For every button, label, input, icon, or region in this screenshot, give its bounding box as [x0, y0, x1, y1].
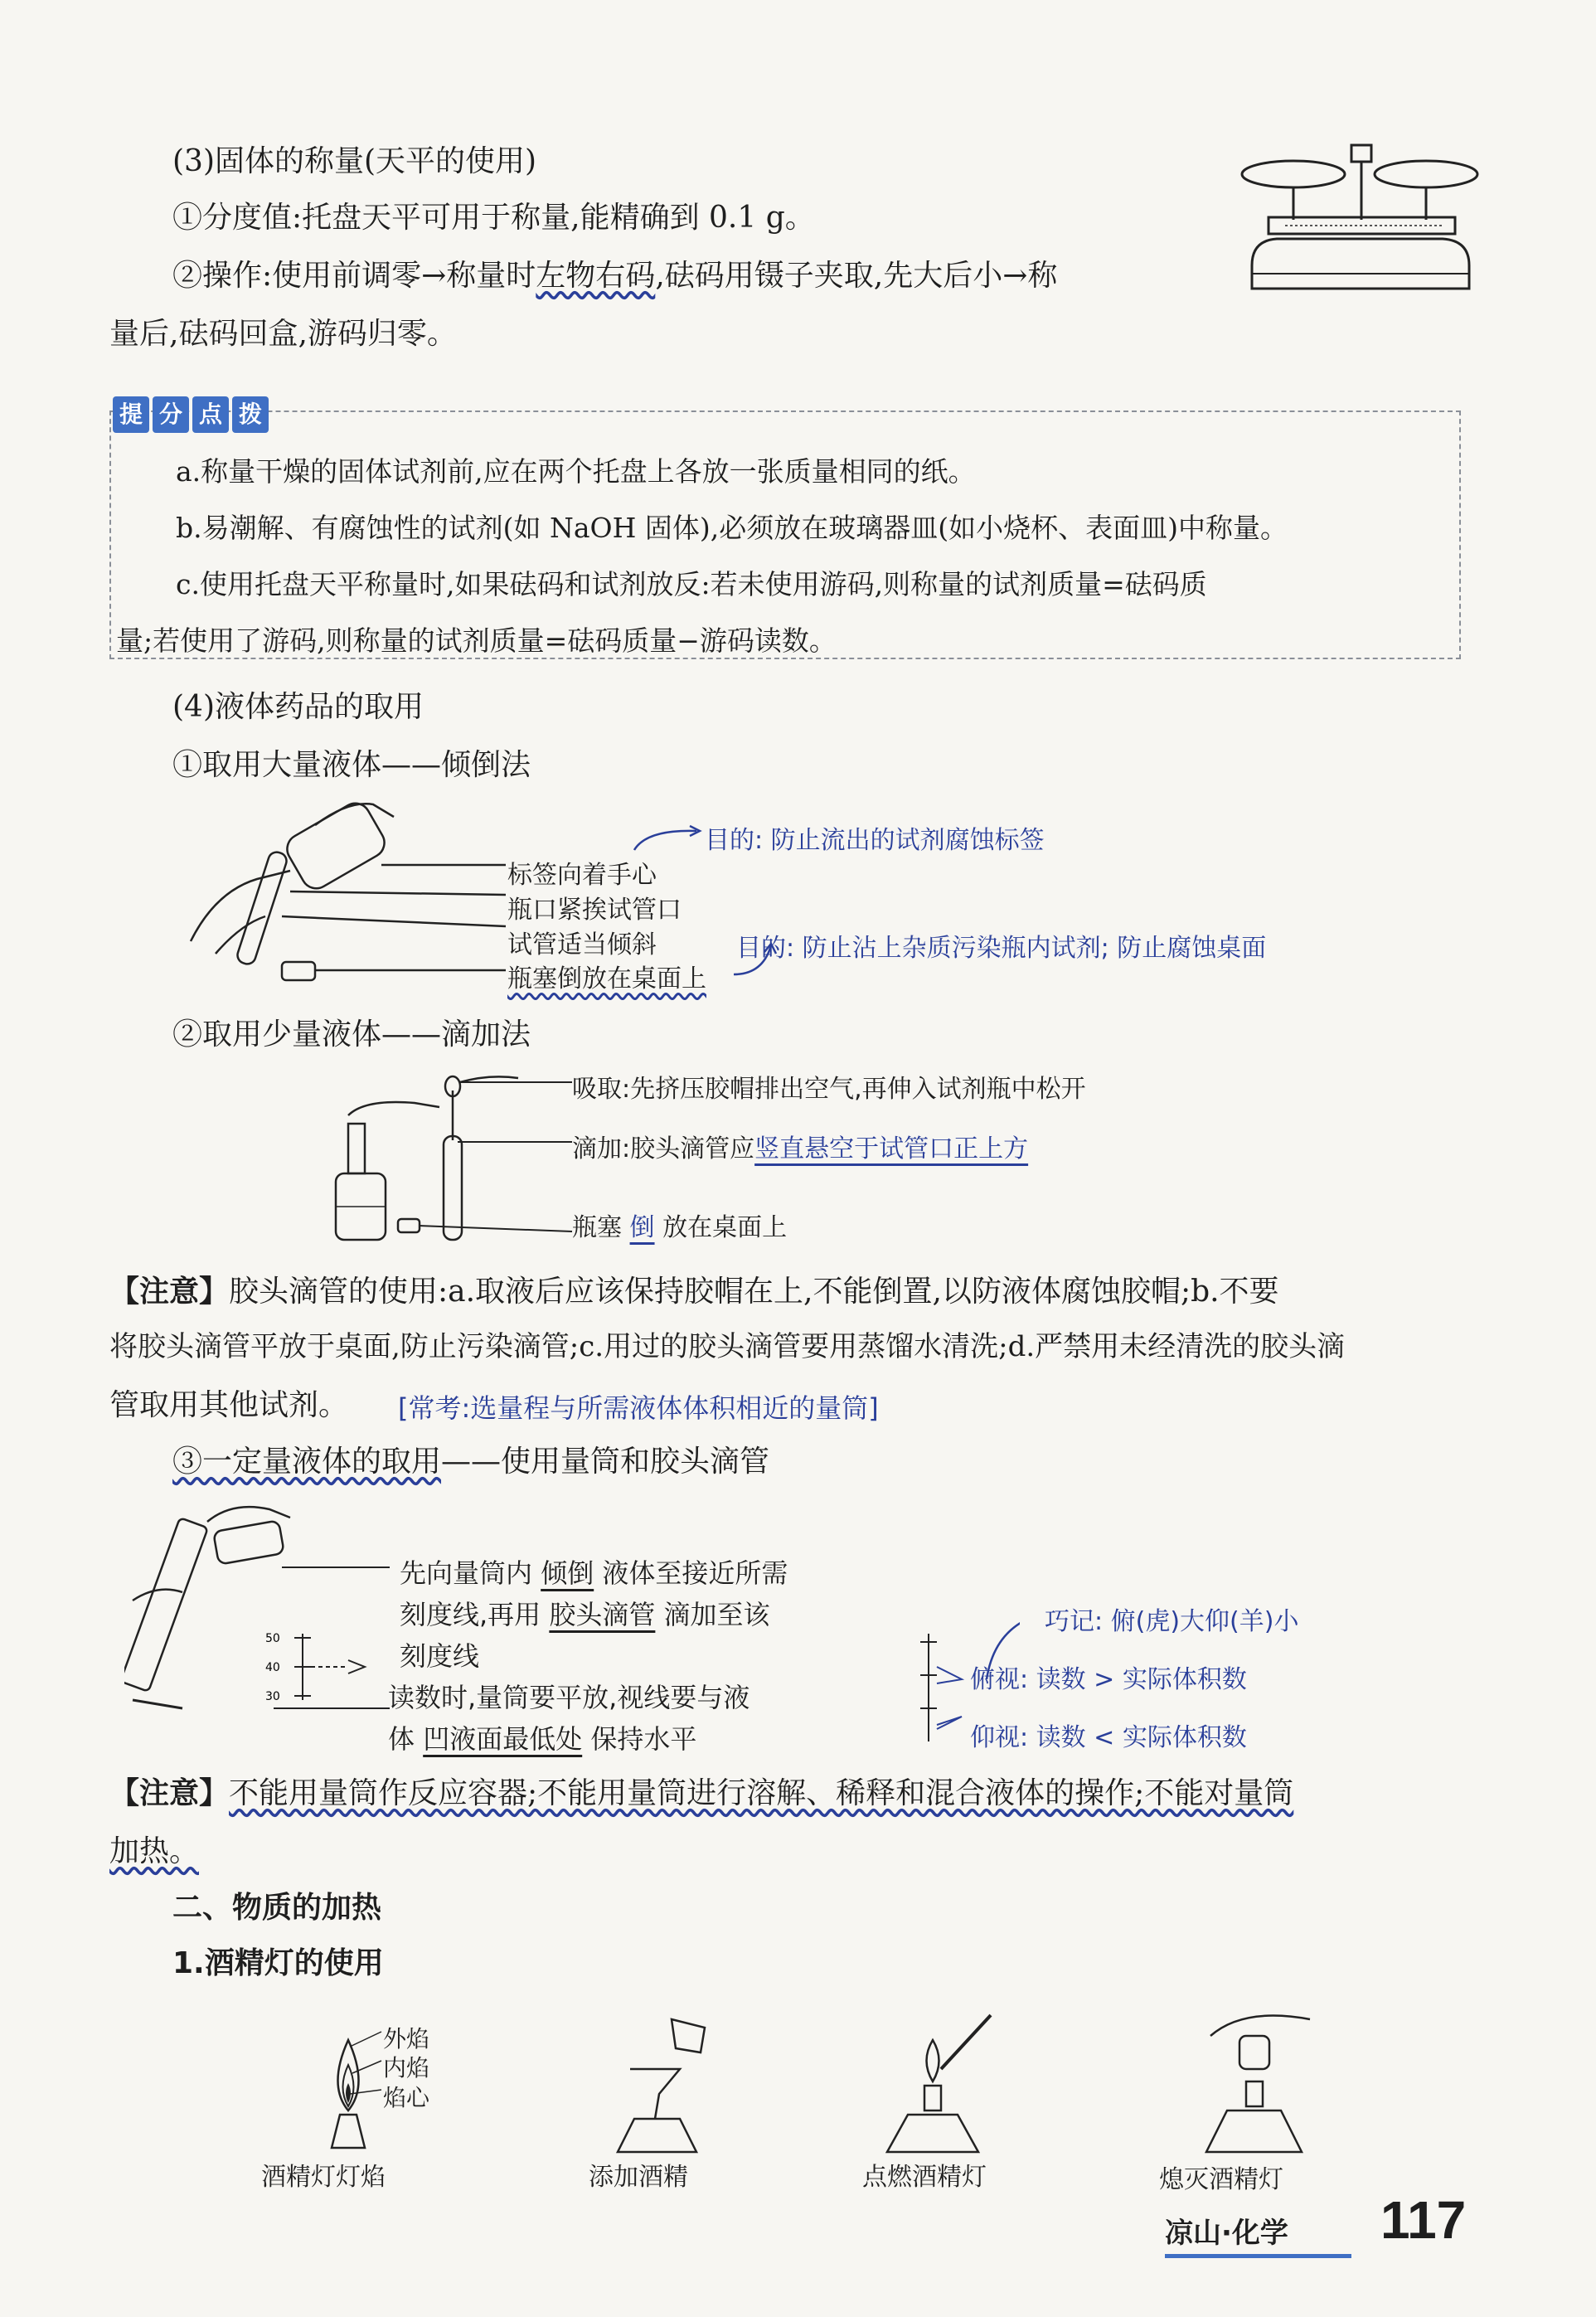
- note-2-tag: 【注意】: [109, 1776, 230, 1810]
- solid-paragraph-3: 量后,砝码回盒,游码归零。: [109, 317, 457, 351]
- overhead-view-note: 俯视: 读数 > 实际体积数: [970, 1665, 1247, 1694]
- tips-badge: 提 分 点 拨: [113, 396, 269, 433]
- note-1-tag: 【注意】: [109, 1275, 230, 1309]
- meniscus-scale: [257, 1625, 373, 1708]
- flame-label-outer: 外焰: [383, 2025, 430, 2052]
- dropper-illustration: [315, 1066, 589, 1256]
- scale-40: 40: [265, 1661, 280, 1674]
- liquid-heading: (4)液体药品的取用: [172, 690, 424, 724]
- pour-label-3: 试管适当倾斜: [507, 930, 657, 959]
- heat-section-title: 二、物质的加热: [172, 1891, 382, 1925]
- solid-heading: (3)固体的称量(天平的使用): [172, 144, 537, 178]
- changkao-note: [常考:选量程与所需液体体积相近的量筒]: [398, 1392, 879, 1424]
- drop-method-title: ②取用少量液体——滴加法: [172, 1018, 531, 1052]
- flame-label-core: 焰心: [383, 2084, 430, 2111]
- solid-paragraph-2: ②操作:使用前调零→称量时左物右码,砝码用镊子夹取,先大后小→称: [172, 259, 1058, 293]
- tip-b: b.易潮解、有腐蚀性的试剂(如 NaOH 固体),必须放在玻璃器皿(如小烧杯、表面皿)中称量。: [176, 512, 1288, 544]
- note-1-line-2: 将胶头滴管平放于桌面,防止污染滴管;c.用过的胶头滴管要用蒸馏水清洗;d.严禁用未经清洗的胶头滴: [109, 1330, 1346, 1363]
- pour-note-2: 目的: 防止沾上杂质污染瓶内试剂; 防止腐蚀桌面: [736, 934, 1267, 963]
- measure-line-1: 先向量筒内 倾倒 液体至接近所需: [400, 1557, 788, 1589]
- solid-paragraph-1: ①分度值:托盘天平可用于称量,能精确到 0.1 g。: [172, 201, 815, 235]
- add-alcohol-illustration: [605, 2011, 730, 2156]
- pour-label-1: 标签向着手心: [507, 861, 657, 890]
- scale-30: 30: [265, 1690, 280, 1703]
- pour-note-1: 目的: 防止流出的试剂腐蚀标签: [705, 826, 1045, 855]
- pour-label-4: 瓶塞倒放在桌面上: [507, 964, 706, 993]
- caption-extinguish-lamp: 熄灭酒精灯: [1159, 2165, 1283, 2194]
- extinguish-lamp-illustration: [1194, 2003, 1327, 2156]
- measure-line-5: 体 凹液面最低处 保持水平: [388, 1723, 697, 1755]
- pour-label-2: 瓶口紧挨试管口: [507, 896, 682, 925]
- left-object-right-weight: 左物右码: [536, 259, 656, 293]
- page-number: 117: [1380, 2190, 1467, 2250]
- tip-c-line-1: c.使用托盘天平称量时,如果砝码和试剂放反:若未使用游码,则称量的试剂质量=砝码质: [176, 568, 1207, 600]
- note-2-line-1: 【注意】不能用量筒作反应容器;不能用量筒进行溶解、稀释和混合液体的操作;不能对量筒: [109, 1776, 1294, 1810]
- tip-c-line-2: 量;若使用了游码,则称量的试剂质量=砝码质量−游码读数。: [116, 624, 837, 657]
- caption-light-lamp: 点燃酒精灯: [862, 2163, 987, 2192]
- pouring-illustration: [166, 800, 514, 991]
- pour-note-1-arrow: [630, 821, 705, 854]
- note-2-line-2: 加热。: [109, 1834, 200, 1868]
- alcohol-lamp-subtitle: 1.酒精灯的使用: [172, 1946, 384, 1980]
- caption-add-alcohol: 添加酒精: [589, 2163, 688, 2192]
- tip-a: a.称量干燥的固体试剂前,应在两个托盘上各放一张质量相同的纸。: [176, 455, 976, 488]
- balance-illustration: [1235, 141, 1484, 307]
- drop-line-1: 吸取:先挤压胶帽排出空气,再伸入试剂瓶中松开: [572, 1075, 1086, 1104]
- measure-line-2: 刻度线,再用 胶头滴管 滴加至该: [400, 1599, 770, 1630]
- measure-line-4: 读数时,量筒要平放,视线要与液: [388, 1682, 750, 1713]
- measure-line-3: 刻度线: [400, 1640, 480, 1672]
- footer-region: 凉山·化学: [1165, 2217, 1288, 2250]
- measure-title: ③一定量液体的取用——使用量筒和胶头滴管: [172, 1445, 770, 1479]
- pour-method-title: ①取用大量液体——倾倒法: [172, 748, 531, 782]
- trick-note: 巧记: 俯(虎)大仰(羊)小: [1045, 1607, 1299, 1636]
- scale-50: 50: [265, 1632, 280, 1645]
- drop-line-2: 滴加:胶头滴管应竖直悬空于试管口正上方: [572, 1134, 1029, 1163]
- drop-line-3: 瓶塞 倒 放在桌面上: [572, 1213, 788, 1242]
- footer-rule: [1165, 2254, 1351, 2258]
- upward-view-note: 仰视: 读数 < 实际体积数: [970, 1723, 1247, 1752]
- caption-flame: 酒精灯灯焰: [261, 2163, 386, 2192]
- note-1-line-1: 【注意】胶头滴管的使用:a.取液后应该保持胶帽在上,不能倒置,以防液体腐蚀胶帽;b.不要: [109, 1275, 1279, 1309]
- note-1-line-3: 管取用其他试剂。: [109, 1388, 349, 1422]
- light-lamp-illustration: [879, 2011, 1003, 2156]
- flame-label-inner: 内焰: [383, 2054, 430, 2081]
